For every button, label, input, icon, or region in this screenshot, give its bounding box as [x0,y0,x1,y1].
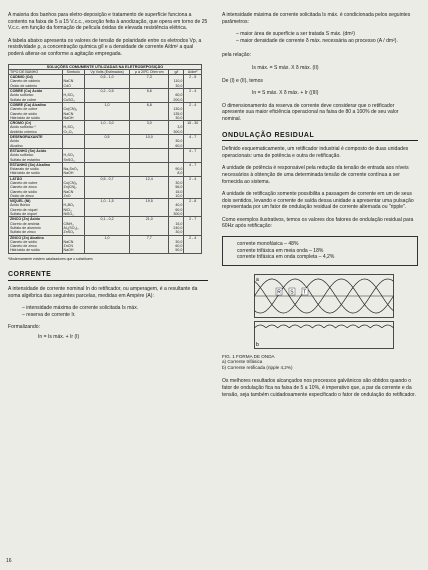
table-cell-voltage: 1,0 [85,235,130,253]
table-row [9,176,202,198]
examples-paragraph: Como exemplos ilustrativos, temos os valores dos fatores de ondulação residual para 60Hz após retificação: [222,216,414,230]
table-cell-concentration: 15,0 240,0 30,0 [169,217,184,235]
left-column [8,12,208,346]
table-cell-voltage: 1,0 - 3,0 [85,121,130,135]
table-cell-resistivity: 3,0 [130,121,169,135]
table-cell-resistivity: 21,0 [130,217,169,235]
table-cell-concentration: 40,0 60,0 300,0 [169,199,184,217]
table-cell-resistivity: 10,0 [130,135,169,149]
table-header-cell: ρ a 20ºC Ohm·cm [130,69,169,74]
bullet-s-max: – maior área de superfície a ser tratada S máx. (dm²) [236,31,355,38]
table-cell-voltage [85,148,130,162]
table-body [9,75,202,254]
table-row [9,148,202,162]
fig-label-a: a [256,276,259,283]
bullet-ir: – reserva de corrente Ir. [22,311,76,318]
table-cell-symbol: NaCN CdO [62,75,84,89]
bullet-is-max: – intensidade máxima de corrente solicitada Is máx. [22,305,139,312]
table-row [9,199,202,217]
table-cell-bath: ESTANHO (Sn) Ácido Ácido sulfúrico Sulfato de estanho [9,148,63,162]
table-cell-voltage: 0,5 [85,135,130,149]
table-cell-symbol: H₃BO₃ NiCl₂ NiSO₄ [62,199,84,217]
table-cell-density: 2 - 5 [184,75,202,89]
formula-2: Is máx. = S máx. X δ máx. (II) [252,64,319,71]
table-cell-density: 4 - 7 [184,162,202,176]
table-cell-symbol: H₂SO₄ Cr₂O₃ [62,121,84,135]
phase-r-label: R [277,289,281,296]
closing-paragraph: Os melhores resultados alcançados nos processos galvânicos são obtidos quando o fator de ondulação fica na faixa de 5 a 10%, é imperativo que, a par da corrente e da tensão, seja também cuidadosamente especificado o fator de ondulação do retificador. [222,378,416,398]
table-cell-resistivity: 12,4 [130,176,169,198]
table-cell-symbol: NaCN ZnCN NaOH [62,235,84,253]
table-cell-voltage: 0,5 - 1,0 [85,75,130,89]
bullet-delta-max: – maior densidade de corrente δ máx. necessária ao processo (A / dm²). [236,37,398,44]
figure-caption-a: a) Corrente trifásica [222,359,263,365]
table-title: SOLUÇÕES COMUMENTE UTILIZADAS NA ELETRODEPOSIÇÃO [9,64,202,69]
formula-3: In = S máx. X δ máx. + Ir ((III) [252,90,319,97]
waveform-b-frame [255,321,394,348]
table-cell-resistivity: 7,3 [130,75,169,89]
table-cell-symbol: Cu(CN)₂ NaCN NaOH [62,102,84,120]
table-cell-resistivity: 5,6 [130,89,169,103]
table-cell-concentration: 3,0 300,0 [169,121,184,135]
table-header-cell: A/dm² [184,69,202,74]
table-cell-density: 2 - 4 [184,89,202,103]
table-cell-voltage: 0,5 - 0,7 [85,176,130,198]
table-cell-density: 4 - 7 [184,135,202,149]
is-max-paragraph: A intensidade máxima de corrente solicitada Is máx. é condicionada pelos seguintes parâmetros: [222,12,411,25]
figure-caption-b: b) Corrente retificada (ripple 4,2%) [222,364,293,370]
table-header-cell: TIPO DE BANHO [9,69,63,74]
phase-s-label: S [290,289,294,296]
table-cell-resistivity: 19,5 [130,199,169,217]
relation-label: pela relação: [222,52,251,59]
phase-t-label: T [303,289,307,296]
rectified-wave [255,325,394,328]
table-row [9,89,202,103]
table-cell-bath: COBRE (Cu) Alcalino Cianeto de cobre Cianeto de sódio Hidróxido de sódio [9,102,63,120]
fig-label-b: b [256,341,259,348]
rectification-paragraph: A unidade de retificação somente possibilita a passagem de corrente em um de seus dois sentidos, levando e corrente de saída dessa unidade a apresentar uma pulsação representada por um fator de ondulação residual de corrente alternada ou "ripple". [222,191,414,211]
table-cell-concentration: 60,0 200,0 [169,89,184,103]
table-cell-bath: ESTANHO (Sn) Alcalino Estanato de sódio Hidróxido de sódio [9,162,63,176]
table-cell-density: 2 - 4 [184,102,202,120]
table-cell-bath: CROMO (Cr) Ácido sulfúrico * Anidrido crômico [9,121,63,135]
table-row [9,162,202,176]
formula-1: In = Is máx. + Ir (I) [38,333,80,340]
table-cell-bath: ZINCO (Zn) Alcalino Cianeto de sódio Cianeto de zinco Hidróxido de sódio [9,235,63,253]
table-row [9,235,202,253]
ripple-values-box [222,236,418,266]
figure-caption-title: FIG. 1 FORMA DE ONDA [222,353,275,359]
table-header-cell: Símbolo [62,69,84,74]
solutions-table [8,64,202,254]
table-cell-bath: LATÃO Cianeto de cobre Cianeto de zinco Cianeto de sódio Óxido de zinco [9,176,63,198]
table-cell-voltage [85,162,130,176]
table-cell-bath: CÁDMIO (Cd) Cianeto de cádmio Óxido de cádmio [9,75,63,89]
table-cell-resistivity: 7,7 [130,235,169,253]
table-cell-density: 2 - 4 [184,176,202,198]
table-cell-concentration: 30,0 56,0 15,0 10,0 [169,176,184,198]
table-cell-concentration: 30,0 60,0 50,0 [169,235,184,253]
section-heading-corrente: CORRENTE [8,272,208,281]
table-footnote: *Modernamente existem catalizadores que o substituem. [8,256,94,261]
table-cell-symbol: H₂SO₄ CuSO₄ [62,89,84,103]
ripple-fullwave: corrente trifásica em onda completa – 4,2% [237,254,335,261]
table-header-cell: g/l [169,69,184,74]
table-cell-voltage: 1,0 - 1,5 [85,199,130,217]
power-unit-paragraph: A unidade de potência é responsável pela redução da tensão de entrada aos níveis necessários à obtenção de uma determinada tensão de corrente contínua a ser fornecida ao sistema. [222,165,409,185]
table-row [9,75,202,89]
table-header-cell: Vp Volts (Estimados) [85,69,130,74]
table-row [9,135,202,149]
rectifier-paragraph: Definido esquematicamente, um retificador industrial é composto de duas unidades operacionais: uma de potência e outra de retificação. [222,146,409,159]
table-cell-symbol [62,135,84,149]
table-cell-symbol: H₂SO₄ SnSO₄ [62,148,84,162]
combine-label: De (I) e (II), temos [222,77,263,84]
table-cell-voltage: 0,2 - 0,5 [85,89,130,103]
table-cell-symbol: ClNH₄ Al₂(SO₄)₃ ZnSO₄ [62,217,84,235]
right-column [222,12,418,404]
table-cell-resistivity [130,162,169,176]
table-cell-density: 15 - 30 [184,121,202,135]
table-cell-symbol: Cu(CN)₂ Zn(CN)₂ NaCN ZnO [62,176,84,198]
table-cell-concentration: 110,0 30,0 [169,75,184,89]
corrente-paragraph: A intensidade de corrente nominal In do retificador, ou amperagem, é a resultante da soma algébrica das seguintes parcelas, medidas em Ampère (A): [8,285,198,299]
table-row [9,121,202,135]
table-cell-bath: NÍQUEL (Ni) Ácido Bórico Cloreto de níquel Sulfato de níquel [9,199,63,217]
table-cell-voltage: 1,0 [85,102,130,120]
table-cell-density: 2 - 8 [184,199,202,217]
formalizing-label: Formalizando: [8,324,40,331]
table-cell-resistivity [130,148,169,162]
table-cell-density: 4 - 7 [184,148,202,162]
table-cell-bath: ZINCO (Zn) Ácido Cloreto de amônia Sulfato de alumínio Sulfato de zinco [9,217,63,235]
section-heading-ondulacao: ONDULAÇÃO RESIDUAL [222,133,418,142]
table-cell-density: 2 - 7 [184,217,202,235]
table-cell-concentration: 90,0 8,0 [169,162,184,176]
ripple-monophase: corrente monofásica – 48% [237,241,299,248]
table-cell-bath: COBRE (Cu) Ácido Ácido sulfúrico Sulfato de cobre [9,89,63,103]
table-cell-voltage: 0,1 - 0,2 [85,217,130,235]
waveform-figure [254,274,394,350]
figure-caption [222,354,418,371]
page-number: 16 [6,558,12,564]
table-intro-paragraph: A tabela abaixo apresenta os valores de tensão de polaridade entre os eletrodos Vp, a resistividade ρ, a concentração química g/l e a densidade de corrente A/dm² a qual poderá alterar-se conforme a agitação empregada. [8,37,202,57]
table-cell-density: 2 - 4 [184,235,202,253]
table-cell-concentration: 30,0 60,0 [169,135,184,149]
ripple-halfwave: corrente trifásica em meia onda – 18% [237,247,324,254]
table-row [9,217,202,235]
table-cell-concentration [169,148,184,162]
table-cell-symbol: Na₂SnO₃ NaOH [62,162,84,176]
table-cell-resistivity: 6,8 [130,102,169,120]
table-cell-bath: DESENGRAXANTE Ácido Alcalino [9,135,63,149]
intro-paragraph: A maioria dos banhos para eletro-deposição e tratamento de superfície funciona a contento na faixa de 5 a 15 V.c.c., exceção feita à anodização, que opera em torno de 25 V.c.c. em função da formação de película óxidas de elevada resistência elétrica. [8,12,208,32]
reserve-paragraph: O dimensionamento da reserva de corrente deve considerar que o retificador apresente sua maior eficiência operacional na faixa de 80 a 100% de seu valor nominal. [222,102,399,122]
table-row [9,102,202,120]
table-cell-concentration: 130,0 135,0 30,0 [169,102,184,120]
